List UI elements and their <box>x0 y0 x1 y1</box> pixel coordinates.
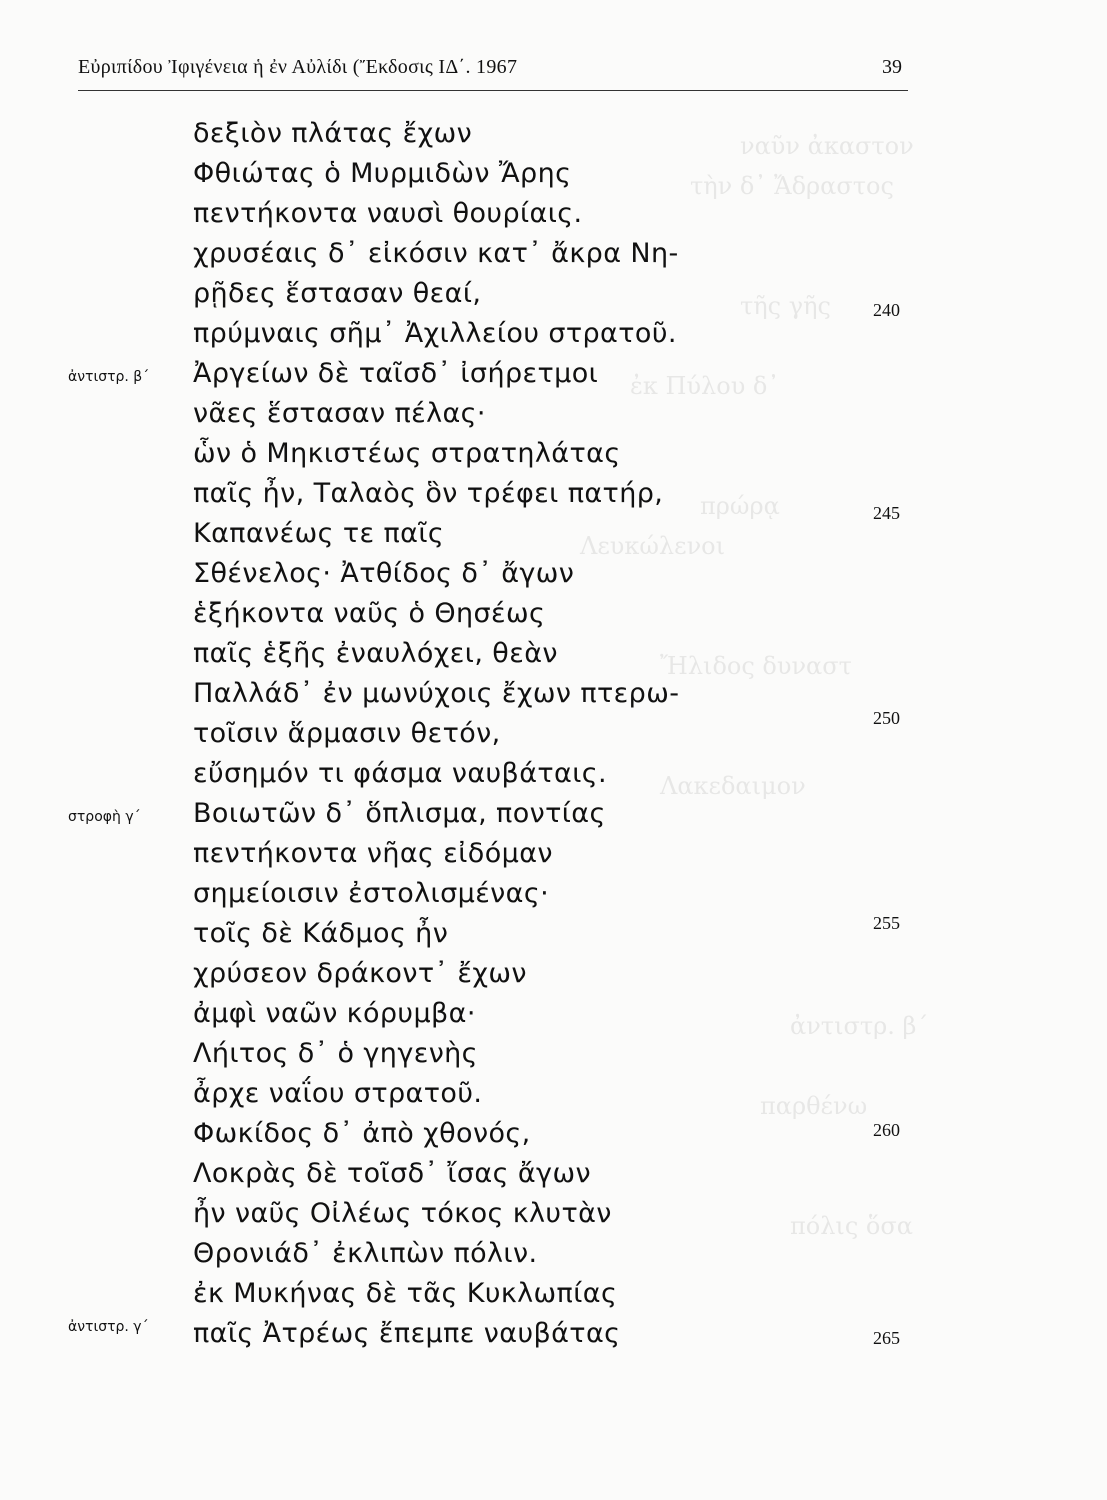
verse-line: παῖς Ἀτρέως ἔπεμπε ναυβάτας <box>193 1318 621 1349</box>
verse-line: εὔσημόν τι φάσμα ναυβάταις. <box>193 758 608 789</box>
verse-line: παῖς ἦν, Ταλαὸς ὃν τρέφει πατήρ, <box>193 478 664 509</box>
verse-line: νᾶες ἕστασαν πέλας· <box>193 398 486 429</box>
verse-line: Λήιτος δ᾽ ὁ γηγενὴς <box>193 1038 478 1069</box>
verse-line: σημείοισιν ἐστολισμένας· <box>193 878 550 909</box>
verse-line: πεντήκοντα ναυσὶ θουρίαις. <box>193 198 583 229</box>
margin-label-strophe-c: στροφὴ γ΄ <box>68 809 141 825</box>
verse-line: ἆρχε ναΐου στρατοῦ. <box>193 1078 483 1109</box>
verse-line: ρῇδες ἕστασαν θεαί, <box>193 278 482 309</box>
verse-line: ὧν ὁ Μηκιστέως στρατηλάτας <box>193 438 621 469</box>
verse-line: Καπανέως τε παῖς <box>193 518 445 549</box>
verse-line: ἑξήκοντα ναῦς ὁ Θησέως <box>193 598 546 629</box>
verse-line: Ἀργείων δὲ ταῖσδ᾽ ἰσήρετμοι <box>193 358 599 389</box>
line-number: 255 <box>873 913 900 933</box>
verse-line: Λοκρὰς δὲ τοῖσδ᾽ ἴσας ἄγων <box>193 1158 591 1189</box>
line-number: 240 <box>873 300 900 320</box>
header-title: Εὐριπίδου Ἰφιγένεια ἡ ἐν Αὐλίδι (Ἔκδοσις ΙΔ΄. 1967 <box>78 56 518 78</box>
verse-line: Βοιωτῶν δ᾽ ὅπλισμα, ποντίας <box>193 798 606 829</box>
running-header <box>78 50 908 91</box>
verse-line: ἦν ναῦς Οἰλέως τόκος κλυτὰν <box>193 1198 612 1229</box>
verse-line: πεντήκοντα νῆας εἰδόμαν <box>193 838 553 869</box>
verse-line: χρύσεον δράκοντ᾽ ἔχων <box>193 958 527 989</box>
verse-line: παῖς ἑξῆς ἐναυλόχει, θεὰν <box>193 638 558 669</box>
verse-line: Φωκίδος δ᾽ ἀπὸ χθονός, <box>193 1118 531 1149</box>
verse-line: χρυσέαις δ᾽ εἰκόσιν κατ᾽ ἄκρα Νη- <box>193 238 679 269</box>
verse-line: Σθένελος· Ἀτθίδος δ᾽ ἄγων <box>193 558 575 589</box>
verse-line: Παλλάδ᾽ ἐν μωνύχοις ἔχων πτερω- <box>193 678 680 709</box>
line-number: 250 <box>873 708 900 728</box>
verse-line: ἐκ Μυκήνας δὲ τᾶς Κυκλωπίας <box>193 1278 618 1309</box>
verse-line: πρύμναις σῆμ᾽ Ἀχιλλείου στρατοῦ. <box>193 318 677 349</box>
verse-line: τοῖς δὲ Κάδμος ἦν <box>193 918 449 949</box>
line-number: 260 <box>873 1120 900 1140</box>
verse-line: ἀμφὶ ναῶν κόρυμβα· <box>193 998 476 1029</box>
verse-line: δεξιὸν πλάτας ἔχων <box>193 118 473 149</box>
line-number: 265 <box>873 1328 900 1348</box>
verse-line: τοῖσιν ἅρμασιν θετόν, <box>193 718 501 749</box>
margin-label-antistrophe-b: ἀντιστρ. β΄ <box>68 369 150 385</box>
page-number: 39 <box>882 56 902 78</box>
verse-line: Θρονιάδ᾽ ἐκλιπὼν πόλιν. <box>193 1238 538 1269</box>
verse-line: Φθιώτας ὁ Μυρμιδὼν Ἄρης <box>193 158 572 189</box>
line-number: 245 <box>873 503 900 523</box>
margin-label-antistrophe-c: ἀντιστρ. γ΄ <box>68 1319 149 1335</box>
